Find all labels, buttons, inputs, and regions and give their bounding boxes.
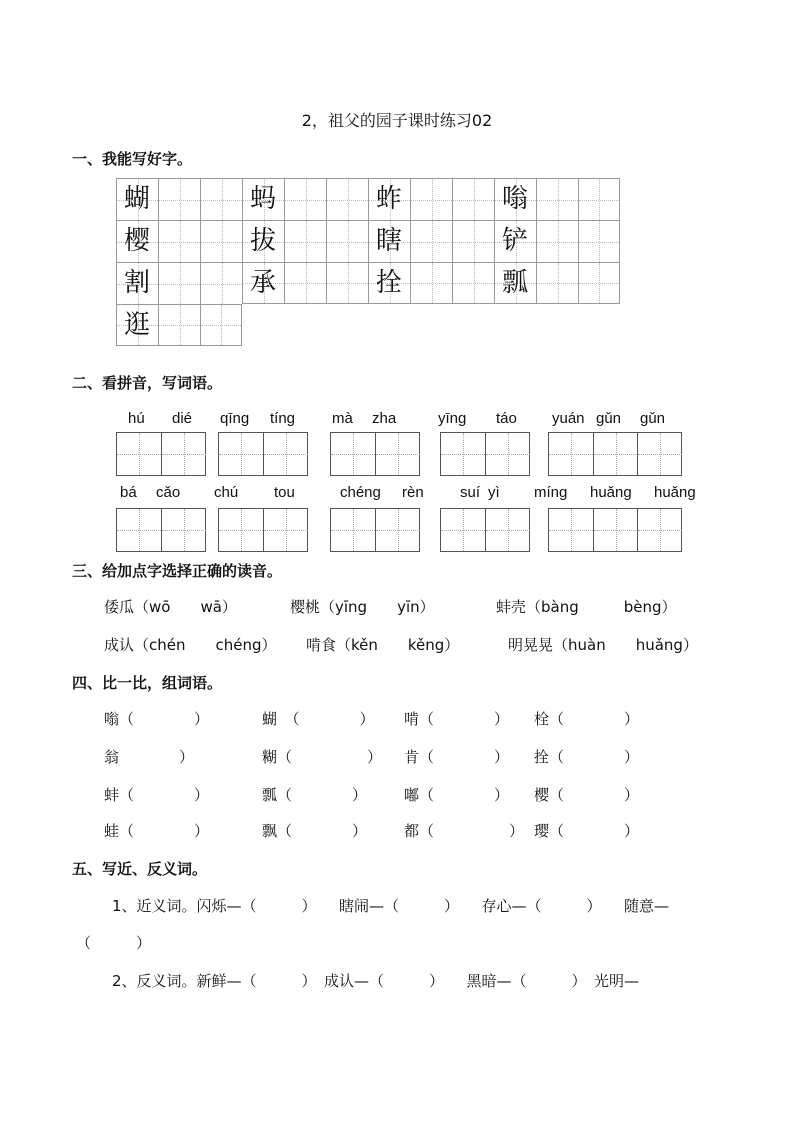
writing-box[interactable] (330, 508, 420, 552)
pinyin-label: gǔn (596, 410, 622, 427)
grid-cell (536, 262, 578, 304)
reading-item: 樱桃（yīng yīn） (290, 598, 435, 616)
pinyin-label: yuán (552, 410, 585, 427)
model-character: 樱 (123, 226, 150, 256)
reading-item: 蚌壳（bàng bèng） (496, 598, 677, 616)
grid-cell (284, 262, 326, 304)
grid-cell (452, 262, 494, 304)
compare-item: 蝴 （ ） (262, 710, 375, 728)
section-4-heading: 四、比一比，组词语。 (72, 674, 223, 692)
model-character: 铲 (501, 226, 528, 256)
grid-cell (578, 262, 620, 304)
model-character: 拔 (249, 226, 276, 256)
model-character: 瓢 (501, 268, 528, 298)
reading-item: 明晃晃（huàn huǎng） (508, 636, 698, 654)
section-3-heading: 三、给加点字选择正确的读音。 (72, 562, 283, 580)
pinyin-label: yì (488, 484, 500, 501)
character-writing-grid (116, 178, 616, 350)
writing-box[interactable] (548, 432, 682, 476)
reading-item: 倭瓜（wō wā） (104, 598, 237, 616)
pinyin-label: cǎo (156, 484, 181, 501)
pinyin-label: dié (172, 410, 193, 427)
grid-cell (326, 178, 368, 220)
pinyin-label: mà (332, 410, 353, 427)
model-character: 拴 (375, 268, 402, 298)
pinyin-label: qīng (220, 410, 250, 427)
writing-box[interactable] (330, 432, 420, 476)
grid-cell (200, 220, 242, 262)
grid-cell (284, 220, 326, 262)
grid-cell (284, 178, 326, 220)
pinyin-label: huǎng (654, 484, 696, 501)
compare-item: 飘（ ） (262, 822, 368, 840)
compare-item: 璎（ ） (534, 822, 640, 840)
reading-item: 成认（chén chéng） (104, 636, 277, 654)
compare-item: 糊（ ） (262, 748, 383, 766)
pinyin-label: tíng (270, 410, 296, 427)
grid-cell (410, 220, 452, 262)
grid-cell (578, 220, 620, 262)
pinyin-label: tou (274, 484, 295, 501)
synonym-line-cont: （ ） (76, 934, 152, 952)
synonym-line: 1、近义词。闪烁—（ ） 瞎闹—（ ） 存心—（ ） 随意— (112, 897, 670, 915)
compare-item: 樱（ ） (534, 786, 640, 804)
pinyin-label: táo (496, 410, 517, 427)
model-character: 蝴 (123, 184, 150, 214)
grid-cell (200, 262, 242, 304)
compare-item: 都（ ） (404, 822, 525, 840)
model-character: 蚂 (249, 184, 276, 214)
section-1-heading: 一、我能写好字。 (72, 150, 193, 168)
compare-item: 蛙（ ） (104, 822, 210, 840)
grid-cell (452, 178, 494, 220)
model-character: 割 (123, 268, 150, 298)
pinyin-label: rèn (402, 484, 424, 501)
grid-cell (158, 220, 200, 262)
pinyin-label: huǎng (590, 484, 632, 501)
page-title: 2，祖父的园子课时练习02 (301, 111, 493, 130)
section-2-heading: 二、看拼音，写词语。 (72, 374, 223, 392)
writing-box[interactable] (548, 508, 682, 552)
compare-item: 拴（ ） (534, 748, 640, 766)
grid-cell (326, 220, 368, 262)
grid-cell (326, 262, 368, 304)
writing-box[interactable] (218, 508, 308, 552)
writing-box[interactable] (440, 508, 530, 552)
grid-cell (536, 220, 578, 262)
section-5-heading: 五、写近、反义词。 (72, 860, 208, 878)
pinyin-label: yīng (438, 410, 467, 427)
compare-item: 蚌（ ） (104, 786, 210, 804)
compare-item: 栓（ ） (534, 710, 640, 728)
compare-item: 瓢（ ） (262, 786, 368, 804)
writing-box[interactable] (116, 432, 206, 476)
pinyin-label: hú (128, 410, 145, 427)
grid-cell (410, 178, 452, 220)
compare-item: 肯（ ） (404, 748, 510, 766)
writing-box[interactable] (218, 432, 308, 476)
model-character: 蚱 (375, 184, 402, 214)
compare-item: 嗡（ ） (104, 710, 210, 728)
writing-box[interactable] (440, 432, 530, 476)
pinyin-label: zha (372, 410, 397, 427)
grid-cell (200, 304, 242, 346)
reading-item: 啃食（kěn kěng） (306, 636, 460, 654)
grid-cell (410, 262, 452, 304)
model-character: 嗡 (501, 184, 528, 214)
compare-item: 翁 ） (104, 748, 195, 766)
pinyin-label: bá (120, 484, 137, 501)
grid-cell (200, 178, 242, 220)
pinyin-label: chú (214, 484, 239, 501)
model-character: 瞎 (375, 226, 402, 256)
grid-cell (158, 178, 200, 220)
model-character: 承 (249, 268, 276, 298)
grid-cell (578, 178, 620, 220)
pinyin-label: chéng (340, 484, 381, 501)
model-character: 逛 (123, 310, 150, 340)
pinyin-label: míng (534, 484, 568, 501)
grid-cell (158, 304, 200, 346)
compare-item: 嘟（ ） (404, 786, 510, 804)
grid-cell (158, 262, 200, 304)
grid-cell (536, 178, 578, 220)
writing-box[interactable] (116, 508, 206, 552)
grid-cell (452, 220, 494, 262)
compare-item: 啃（ ） (404, 710, 510, 728)
antonym-line: 2、反义词。新鲜—（ ） 成认—（ ） 黑暗—（ ） 光明— (112, 972, 640, 990)
pinyin-label: gǔn (640, 410, 666, 427)
pinyin-label: suí (460, 484, 481, 501)
